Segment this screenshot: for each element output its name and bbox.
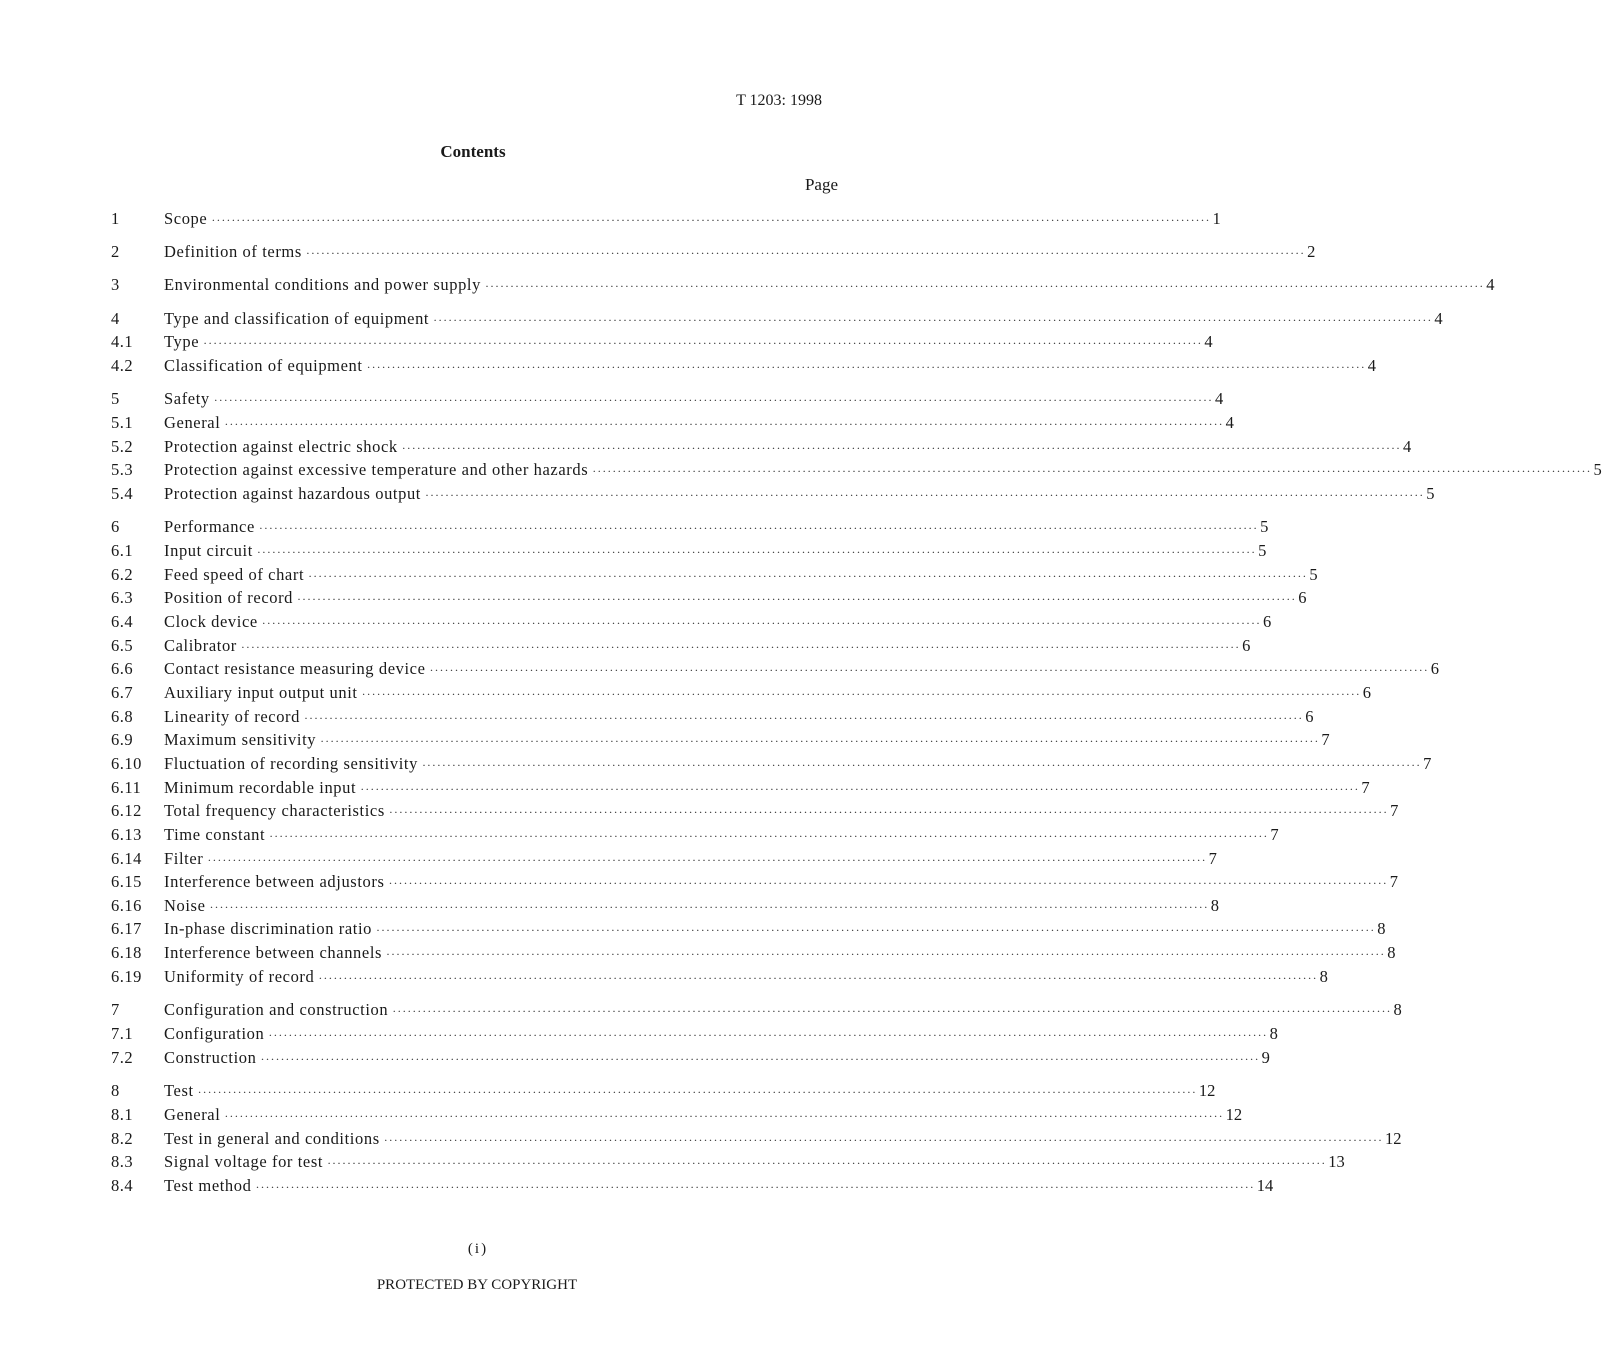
toc-page-number: 8 <box>1393 1000 1402 1019</box>
toc-entry <box>164 1046 1270 1071</box>
toc-page-number: 6 <box>1362 683 1372 702</box>
dot-leader: ········································································································································································································ <box>209 900 1209 914</box>
toc-section-title: Position of record <box>164 588 294 607</box>
toc-section-title: Uniformity of record <box>164 967 315 986</box>
toc-entry-row[interactable] <box>111 586 1307 610</box>
toc-section-number: 8.2 <box>111 1129 134 1148</box>
toc-section-title: Type <box>164 332 200 351</box>
toc-entry <box>164 240 1316 265</box>
toc-entry-row[interactable] <box>111 799 1399 823</box>
page-column-label: Page <box>804 175 838 194</box>
dot-leader: ········································································································································································································ <box>207 853 1207 867</box>
toc-entry-row[interactable] <box>111 515 1269 539</box>
toc-section-number: 8.3 <box>111 1152 134 1171</box>
toc-entry <box>164 681 1372 706</box>
toc-section-number: 6.11 <box>111 778 142 797</box>
toc-entry-row[interactable] <box>111 411 1234 435</box>
toc-section-title: Classification of equipment <box>164 356 363 375</box>
toc-entry <box>164 330 1213 355</box>
toc-entry-row[interactable] <box>111 307 1443 331</box>
toc-page-number: 8 <box>1210 896 1219 915</box>
toc-section-number: 4 <box>111 309 120 328</box>
toc-section-number: 5.3 <box>111 460 134 479</box>
toc-entry <box>164 563 1318 588</box>
toc-section-title: Test method <box>164 1176 252 1195</box>
toc-entry-row[interactable] <box>111 776 1370 800</box>
toc-page-number: 6 <box>1298 588 1307 607</box>
toc-entry <box>164 1127 1402 1152</box>
toc-entry <box>164 1150 1345 1175</box>
toc-page-number: 2 <box>1307 242 1316 261</box>
toc-entry-row[interactable] <box>111 728 1330 752</box>
dot-leader: ········································································································································································································ <box>386 947 1386 961</box>
dot-leader: ········································································································································································································ <box>211 213 1211 227</box>
toc-entry-row[interactable] <box>111 681 1372 705</box>
toc-entry <box>164 539 1267 564</box>
toc-page-number: 4 <box>1204 332 1213 351</box>
toc-entry-row[interactable] <box>111 240 1316 264</box>
toc-entry-row[interactable] <box>111 657 1439 681</box>
toc-section-number: 2 <box>111 242 120 261</box>
dot-leader: ········································································································································································································ <box>401 441 1401 455</box>
toc-page-number: 4 <box>1403 437 1412 456</box>
toc-page-number: 4 <box>1367 356 1377 375</box>
toc-section-number: 6.6 <box>111 659 134 678</box>
toc-section-number: 6.18 <box>111 943 142 962</box>
toc-section-title: Protection against excessive temperature and other hazards <box>164 460 589 479</box>
toc-entry <box>164 894 1219 919</box>
toc-section-title: Filter <box>164 849 204 868</box>
toc-page-number: 7 <box>1389 872 1398 891</box>
dot-leader: ········································································································································································································ <box>305 246 1306 260</box>
toc-entry-row[interactable] <box>111 634 1251 658</box>
toc-section-number: 6.10 <box>111 754 142 773</box>
toc-entry <box>164 941 1396 966</box>
toc-entry-row[interactable] <box>111 823 1279 847</box>
toc-page-number: 6 <box>1430 659 1439 678</box>
toc-section-title: Contact resistance measuring device <box>164 659 426 678</box>
toc-entry <box>164 586 1307 611</box>
dot-leader: ········································································································································································································ <box>268 1028 1268 1042</box>
toc-section-title: Auxiliary input output unit <box>164 683 358 702</box>
toc-section-title: General <box>164 413 221 432</box>
toc-section-number: 5.4 <box>111 484 134 503</box>
dot-leader: ········································································································································································································ <box>240 640 1241 654</box>
toc-section-number: 7.1 <box>111 1024 134 1043</box>
dot-leader: ········································································································································································································ <box>197 1085 1197 1099</box>
toc-section-number: 6.16 <box>111 896 142 915</box>
toc-page-number: 7 <box>1321 730 1330 749</box>
dot-leader: ········································································································································································································ <box>297 592 1297 606</box>
toc-entry-row[interactable] <box>111 563 1318 587</box>
toc-entry <box>164 515 1269 540</box>
toc-entry <box>164 998 1402 1023</box>
dot-leader: ········································································································································································································ <box>304 711 1304 725</box>
toc-section-number: 6 <box>111 517 120 536</box>
toc-section-title: Safety <box>164 389 210 408</box>
toc-section-number: 6.15 <box>111 872 142 891</box>
toc-entry-row[interactable] <box>111 458 1602 482</box>
toc-entry <box>164 823 1279 848</box>
doc-id: T 1203: 1998 <box>736 92 822 109</box>
toc-section-title: Interference between channels <box>164 943 383 962</box>
dot-leader: ········································································································································································································ <box>203 336 1203 350</box>
toc-page-number: 7 <box>1270 825 1279 844</box>
dot-leader: ········································································································································································································ <box>261 616 1262 630</box>
toc-entry <box>164 917 1386 942</box>
toc-section-number: 1 <box>111 209 120 228</box>
toc-page-number: 4 <box>1486 275 1495 294</box>
toc-page-number: 7 <box>1390 801 1399 820</box>
toc-entry-row[interactable] <box>111 917 1386 941</box>
toc-section-title: Total frequency characteristics <box>164 801 385 820</box>
toc-section-title: Performance <box>164 517 255 536</box>
copyright-notice: PROTECTED BY COPYRIGHT <box>376 1277 578 1293</box>
toc-entry <box>164 458 1602 483</box>
toc-page-number: 14 <box>1256 1176 1274 1195</box>
toc-entry-row[interactable] <box>111 941 1396 965</box>
toc-section-number: 6.8 <box>111 707 134 726</box>
toc-page-number: 8 <box>1377 919 1386 938</box>
toc-section-number: 6.14 <box>111 849 142 868</box>
toc-section-title: Protection against electric shock <box>164 437 398 456</box>
toc-page-number: 7 <box>1361 778 1370 797</box>
toc-page-number: 5 <box>1426 484 1435 503</box>
toc-entry-row[interactable] <box>111 870 1398 894</box>
toc-entry-row[interactable] <box>111 998 1402 1022</box>
dot-leader: ········································································································································································································ <box>360 782 1360 796</box>
toc-page-number: 4 <box>1434 309 1443 328</box>
toc-entry-row[interactable] <box>111 354 1377 378</box>
toc-section-number: 4.2 <box>111 356 134 375</box>
toc-section-number: 6.13 <box>111 825 142 844</box>
toc-entry <box>164 634 1251 659</box>
toc-section-number: 6.1 <box>111 541 134 560</box>
toc-entry-row[interactable] <box>111 1022 1278 1046</box>
dot-leader: ········································································································································································································ <box>433 313 1433 327</box>
toc-entry <box>164 482 1435 507</box>
toc-entry-row[interactable] <box>111 435 1412 459</box>
toc-section-number: 6.12 <box>111 801 142 820</box>
toc-entry <box>164 307 1443 332</box>
toc-page-number: 4 <box>1214 389 1224 408</box>
toc-entry-row[interactable] <box>111 207 1221 231</box>
toc-section-title: Configuration and construction <box>164 1000 389 1019</box>
dot-leader: ········································································································································································································ <box>258 521 1259 535</box>
toc-section-title: Configuration <box>164 1024 265 1043</box>
toc-section-number: 5.2 <box>111 437 134 456</box>
toc-entry <box>164 965 1328 990</box>
toc-page-number: 6 <box>1242 636 1251 655</box>
toc-section-title: General <box>164 1105 221 1124</box>
toc-page-number: 8 <box>1269 1024 1278 1043</box>
toc-section-title: Minimum recordable input <box>164 778 357 797</box>
toc-entry-row[interactable] <box>111 539 1267 563</box>
toc-section-title: Interference between adjustors <box>164 872 385 891</box>
toc-section-title: Test <box>164 1081 194 1100</box>
toc-section-number: 6.2 <box>111 565 134 584</box>
toc-page-number: 6 <box>1263 612 1272 631</box>
toc-entry-row[interactable] <box>111 752 1432 776</box>
toc-section-title: Time constant <box>164 825 266 844</box>
toc-entry <box>164 728 1330 753</box>
dot-leader: ········································································································································································································ <box>224 417 1224 431</box>
toc-section-title: Maximum sensitivity <box>164 730 317 749</box>
toc-section-number: 6.9 <box>111 730 134 749</box>
toc-page-number: 5 <box>1258 541 1267 560</box>
toc-entry <box>164 799 1399 824</box>
toc-section-number: 6.4 <box>111 612 134 631</box>
toc-section-title: Linearity of record <box>164 707 301 726</box>
dot-leader: ········································································································································································································ <box>366 360 1366 374</box>
toc-section-number: 5.1 <box>111 413 134 432</box>
toc-section-number: 7 <box>111 1000 120 1019</box>
toc-section-number: 8.4 <box>111 1176 134 1195</box>
toc-page-number: 8 <box>1387 943 1396 962</box>
toc-section-title: Construction <box>164 1048 257 1067</box>
toc-page-number: 12 <box>1384 1129 1402 1148</box>
toc-page-number: 7 <box>1208 849 1217 868</box>
toc-section-title: Test in general and conditions <box>164 1129 380 1148</box>
toc-entry <box>164 776 1370 801</box>
folio: (i) <box>467 1241 489 1257</box>
toc-entry <box>164 870 1398 895</box>
toc-entry-row[interactable] <box>111 847 1217 871</box>
dot-leader: ········································································································································································································ <box>429 663 1429 677</box>
toc-entry-row[interactable] <box>111 387 1224 411</box>
toc-entry <box>164 610 1272 635</box>
toc-entry <box>164 387 1224 412</box>
toc-section-title: Protection against hazardous output <box>164 484 421 503</box>
toc-section-number: 7.2 <box>111 1048 134 1067</box>
toc-entry <box>164 847 1217 872</box>
toc-page-number: 13 <box>1328 1152 1345 1171</box>
toc-section-number: 6.5 <box>111 636 134 655</box>
dot-leader: ········································································································································································································ <box>484 279 1485 293</box>
toc-entry <box>164 1079 1216 1104</box>
dot-leader: ········································································································································································································ <box>376 923 1376 937</box>
toc-entry <box>164 1022 1278 1047</box>
dot-leader: ········································································································································································································ <box>388 805 1389 819</box>
toc-section-title: Type and classification of equipment <box>164 309 430 328</box>
toc-entry-row[interactable] <box>111 1046 1270 1070</box>
toc-section-title: Input circuit <box>164 541 253 560</box>
dot-leader: ········································································································································································································ <box>308 569 1308 583</box>
toc-entry-row[interactable] <box>111 1150 1345 1174</box>
toc-page-number: 12 <box>1198 1081 1216 1100</box>
toc-entry <box>164 435 1412 460</box>
toc-entry <box>164 1174 1274 1199</box>
toc-section-title: Signal voltage for test <box>164 1152 324 1171</box>
toc-entry <box>164 1103 1243 1128</box>
toc-page-number: 6 <box>1305 707 1314 726</box>
toc-page-number: 12 <box>1225 1105 1243 1124</box>
dot-leader: ········································································································································································································ <box>388 876 1388 890</box>
toc-section-number: 6.7 <box>111 683 134 702</box>
toc-section-number: 5 <box>111 389 120 408</box>
toc-entry-row[interactable] <box>111 1103 1243 1127</box>
toc-section-title: Scope <box>164 209 208 228</box>
toc-page-number: 5 <box>1593 460 1602 479</box>
toc-section-title: Definition of terms <box>164 242 302 261</box>
contents-title: Contents <box>440 142 506 161</box>
toc-page-number: 5 <box>1309 565 1318 584</box>
toc-entry <box>164 354 1377 379</box>
dot-leader: ········································································································································································································ <box>256 545 1257 559</box>
toc-section-title: Noise <box>164 896 206 915</box>
toc-entry <box>164 657 1439 682</box>
dot-leader: ········································································································································································································ <box>320 734 1320 748</box>
toc-entry-row[interactable] <box>111 894 1219 918</box>
toc-section-number: 8.1 <box>111 1105 134 1124</box>
dot-leader: ········································································································································································································ <box>269 829 1269 843</box>
toc-page-number: 4 <box>1225 413 1234 432</box>
dot-leader: ········································································································································································································ <box>425 488 1425 502</box>
toc-entry-row[interactable] <box>111 1079 1216 1103</box>
toc-section-number: 6.19 <box>111 967 142 986</box>
toc-entry-row[interactable] <box>111 330 1213 354</box>
toc-section-number: 8 <box>111 1081 120 1100</box>
toc-page-number: 1 <box>1212 209 1221 228</box>
toc-entry-row[interactable] <box>111 1174 1274 1198</box>
dot-leader: ········································································································································································································ <box>213 393 1213 407</box>
dot-leader: ········································································································································································································ <box>224 1109 1224 1123</box>
toc-entry-row[interactable] <box>111 610 1272 634</box>
dot-leader: ········································································································································································································ <box>592 464 1592 478</box>
toc-section-number: 6.17 <box>111 919 142 938</box>
toc-entry <box>164 752 1432 777</box>
toc-section-title: In-phase discrimination ratio <box>164 919 373 938</box>
toc-section-title: Fluctuation of recording sensitivity <box>164 754 418 773</box>
toc-page-number: 7 <box>1423 754 1432 773</box>
dot-leader: ········································································································································································································ <box>383 1133 1383 1147</box>
dot-leader: ········································································································································································································ <box>260 1052 1260 1066</box>
dot-leader: ········································································································································································································ <box>421 758 1422 772</box>
dot-leader: ········································································································································································································ <box>392 1004 1392 1018</box>
dot-leader: ········································································································································································································ <box>318 971 1318 985</box>
toc-entry <box>164 207 1221 232</box>
toc-section-number: 4.1 <box>111 332 134 351</box>
toc-page-number: 5 <box>1260 517 1269 536</box>
toc-section-number: 6.3 <box>111 588 134 607</box>
toc-page-number: 9 <box>1261 1048 1270 1067</box>
toc-entry-row[interactable] <box>111 273 1495 297</box>
toc-entry-row[interactable] <box>111 482 1435 506</box>
toc-section-number: 3 <box>111 275 120 294</box>
dot-leader: ········································································································································································································ <box>327 1156 1327 1170</box>
toc-entry <box>164 411 1234 436</box>
toc-section-title: Feed speed of chart <box>164 565 305 584</box>
toc-section-title: Calibrator <box>164 636 237 655</box>
toc-entry <box>164 273 1495 298</box>
toc-entry <box>164 705 1314 730</box>
toc-entry-row[interactable] <box>111 705 1314 729</box>
dot-leader: ········································································································································································································ <box>255 1180 1255 1194</box>
toc-entry-row[interactable] <box>111 1127 1402 1151</box>
toc-section-title: Clock device <box>164 612 258 631</box>
dot-leader: ········································································································································································································ <box>361 687 1361 701</box>
toc-section-title: Environmental conditions and power supply <box>164 275 481 294</box>
toc-page-number: 8 <box>1319 967 1328 986</box>
toc-entry-row[interactable] <box>111 965 1328 989</box>
